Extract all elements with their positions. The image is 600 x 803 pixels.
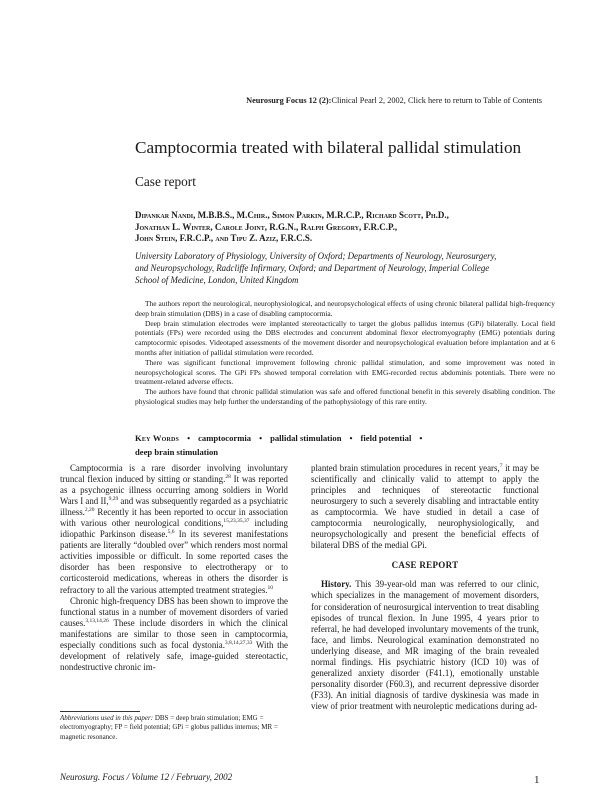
abstract-methods: Deep brain stimulation electrodes were implanted stereotactically to target the globus pallidus internus (GPi) bilaterally. Local field potentials (FPs) were recorded using the DBS electrodes and concurrent abdominal flexor electromyography (EMG) potentials during camptocormic episodes. Videotaped assessments of the movement disorder and neuropsychological evaluation before implantation and at 6 months after initiation of pallidal stimulation were recorded. bbox=[135, 318, 555, 357]
author-list bbox=[135, 210, 555, 245]
footer-citation: Neurosurg. Focus / Volume 12 / February, 2002 bbox=[60, 772, 233, 782]
body-paragraph: planted brain stimulation procedures in recent years,$^7$ it may be scientifically and clinically valid to attempt to apply the principles and techniques of stereotactic functional neurosurgery to such a severely disabling and intractable entity as camptocormia. We have studied in detail a case of camptocormia neurologically, neurophysiologically, and neuropsychologically and present the beneficial effects of bilateral DBS of the medial GPi. bbox=[311, 463, 539, 551]
footnote-text: DBS = deep brain stimulation; EMG = electromyography; FP = field potential; GPi = globus pallidus internus; MR = magnetic resonance. bbox=[60, 714, 278, 741]
keyword-bullet: • bbox=[259, 433, 263, 443]
keyword-bullet: • bbox=[349, 433, 353, 443]
author-line: Jonathan L. Winter, Carole Joint, R.G.N., Ralph Gregory, F.R.C.P., bbox=[135, 221, 398, 232]
body-paragraph: History. This 39-year-old man was referred to our clinic, which specializes in the management of movement disorders, for consideration of neurosurgical intervention to treat disabling episodes of truncal flexion. In June 1995, 4 years prior to referral, he had developed involuntary movements of the trunk, face, and limbs. Neurological examination demonstrated no underlying disease, and MR imaging of the brain revealed normal findings. His psychiatric history (ICD 10) was of generalized anxiety disorder (F41.1), emotionally unstable personality disorder (F60.3), and recurrent depressive disorder (F33). An initial diagnosis of tardive dyskinesia was made in view of prior treatment with neuroleptic medications during ad- bbox=[311, 579, 539, 711]
keyword-bullet: • bbox=[187, 433, 191, 443]
article-subtitle: Case report bbox=[135, 174, 196, 189]
affiliation-line: School of Medicine, London, United Kingdom bbox=[135, 275, 299, 285]
body-column-left bbox=[60, 463, 288, 673]
keyword-bullet: • bbox=[419, 433, 423, 443]
footnote-label: Abbreviations used in this paper: bbox=[60, 714, 154, 722]
running-header bbox=[246, 96, 542, 105]
body-paragraph: Chronic high-frequency DBS has been shown to improve the functional status in a number of movement disorders of varied causes.$^{3,13,14,26}$ These include disorders in which the clinical manifestations are similar to those seen in camptocormia, especially conditions such as focal dystonia.$^{3,8,14,27,33}$ With the development of relatively safe, image-guided stereotactic, nondestructive chronic im- bbox=[60, 595, 288, 672]
abstract-object: The authors report the neurological, neurophysiological, and neuropsychological effects of using chronic bilateral pallidal high-frequency deep brain stimulation (DBS) in a case of disabling camptocormia. bbox=[135, 299, 555, 318]
keyword: camptocormia bbox=[198, 433, 252, 443]
abstract-conclusions: The authors have found that chronic pallidal stimulation was safe and offered functional benefit in this severely disabling condition. The physiological studies may help further the understanding of the pathophysiology of this rare entity. bbox=[135, 387, 555, 406]
abbreviations-footnote bbox=[60, 714, 288, 742]
abstract bbox=[135, 299, 555, 407]
author-line: Dipankar Nandi, M.B.B.S., M.Chir., Simon Parkin, M.R.C.P., Richard Scott, Ph.D., bbox=[135, 210, 449, 220]
affiliation-line: University Laboratory of Physiology, University of Oxford; Departments of Neurology, Neurosurgery, bbox=[135, 251, 497, 261]
runin-heading: History. bbox=[321, 579, 352, 590]
article-title: Camptocormia treated with bilateral pallidal stimulation bbox=[135, 138, 522, 157]
page-number: 1 bbox=[534, 774, 540, 786]
keyword: field potential bbox=[360, 433, 412, 443]
keywords bbox=[135, 432, 555, 459]
abstract-results: There was significant functional improvement following chronic pallidal stimulation, and some improvement was noted in neuropsychological scores. The GPi FPs showed temporal correlation with EMG-recorded rectus abdominis potentials. There were no treatment-related adverse effects. bbox=[135, 357, 555, 387]
journal-ref: Neurosurg Focus 12 (2): bbox=[246, 96, 332, 105]
toc-link[interactable]: Clinical Pearl 2, 2002, Click here to return to Table of Contents bbox=[331, 96, 542, 105]
body-paragraph: Camptocormia is a rare disorder involving involuntary truncal flexion induced by sitting or standing.$^{28}$ It was reported as a psychogenic illness occurring among soldiers in World Wars I and II,$^{9,29}$ and was subsequently regarded as a psychiatric illness.$^{2,20}$ Recently it has been reported to occur in association with various other neurological conditions,$^{15,23,35,37}$ including idiopathic Parkinson disease.$^{5,6}$ In its severest manifestations patients are literally “doubled over” which renders most normal activities impossible or difficult. In some reported cases the disorder has been responsive to electrotherapy or to corticosteroid medications, whereas in others the disorder is refractory to all the various attempted treatment strategies.$^{10}$ bbox=[60, 463, 289, 595]
body-column-right bbox=[311, 463, 539, 712]
affiliation bbox=[135, 250, 555, 286]
keywords-label: Key Words bbox=[135, 433, 180, 443]
author-line: John Stein, F.R.C.P., and Tipu Z. Aziz, F.R.C.S. bbox=[135, 233, 313, 244]
footnote-rule bbox=[60, 711, 140, 712]
keyword: deep brain stimulation bbox=[135, 446, 219, 457]
affiliation-line: and Neuropsychology, Radcliffe Infirmary, Oxford; and Department of Neurology, Imperial College bbox=[135, 263, 490, 273]
section-heading: CASE REPORT bbox=[391, 560, 459, 571]
keyword: pallidal stimulation bbox=[270, 433, 342, 443]
